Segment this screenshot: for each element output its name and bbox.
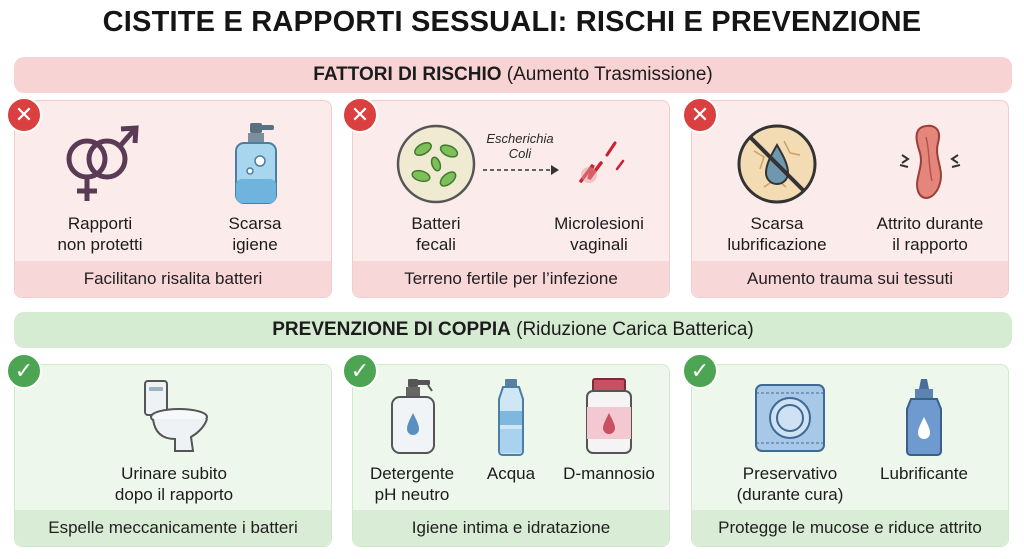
item-label-line1: Attrito durante bbox=[876, 214, 984, 233]
prevention-card-3 bbox=[691, 364, 1009, 547]
arrow-label-line2: Coli bbox=[508, 146, 532, 161]
item-label-line1: Preservativo bbox=[742, 464, 838, 483]
prevention-section-header bbox=[14, 312, 1012, 348]
risk-card-footer: Aumento trauma sui tessuti bbox=[692, 261, 1008, 297]
item-label-line1: Rapporti bbox=[67, 214, 133, 233]
item-label-line1: Scarsa bbox=[750, 214, 804, 233]
check-badge-icon: ✓ bbox=[342, 353, 378, 389]
item-label-line1: Scarsa bbox=[228, 214, 282, 233]
item-label-line2: dopo il rapporto bbox=[114, 485, 234, 504]
item-label-line1: Microlesioni bbox=[554, 214, 644, 233]
item-label-line2: vaginali bbox=[570, 235, 628, 254]
supplement-jar-icon bbox=[579, 377, 639, 457]
item-label-line2: igiene bbox=[232, 235, 278, 254]
item-label-line2: il rapporto bbox=[892, 235, 968, 254]
x-badge-icon: ✕ bbox=[682, 97, 718, 133]
check-badge-icon: ✓ bbox=[682, 353, 718, 389]
prevention-item-urinate bbox=[84, 377, 264, 505]
item-label-line1: Batteri bbox=[411, 214, 461, 233]
toilet-icon bbox=[135, 377, 213, 457]
risk-card-footer: Facilitano risalita batteri bbox=[15, 261, 331, 297]
microlesion-icon bbox=[559, 121, 639, 207]
item-label-line1: Acqua bbox=[486, 464, 536, 483]
soap-bottle-icon bbox=[220, 121, 290, 207]
risk-card-1 bbox=[14, 100, 332, 298]
condom-icon bbox=[750, 377, 830, 457]
risk-section-header bbox=[14, 57, 1012, 93]
bacteria-petri-icon bbox=[393, 121, 479, 207]
risk-header-bold: FATTORI DI RISCHIO bbox=[313, 64, 502, 85]
prevention-header-bold: PREVENZIONE DI COPPIA bbox=[272, 319, 511, 340]
item-label-line2: pH neutro bbox=[374, 485, 450, 504]
prevention-card-2 bbox=[352, 364, 670, 547]
prevention-card-footer: Espelle meccanicamente i batteri bbox=[15, 510, 331, 546]
item-label-line2: non protetti bbox=[57, 235, 143, 254]
prevention-item-lubricant bbox=[864, 377, 984, 484]
item-label-line1: Detergente bbox=[369, 464, 455, 483]
risk-item-unprotected bbox=[45, 121, 155, 255]
gender-symbols-icon bbox=[59, 121, 141, 207]
risk-item-microlesions bbox=[535, 121, 663, 255]
page-title: CISTITE E RAPPORTI SESSUALI: RISCHI E PREVENZIONE bbox=[102, 6, 922, 38]
cleanser-bottle-icon bbox=[382, 377, 442, 457]
risk-item-lubrication bbox=[712, 121, 842, 255]
prevention-item-d-mannose bbox=[553, 377, 665, 484]
water-bottle-icon bbox=[489, 377, 533, 457]
prevention-item-condom bbox=[720, 377, 860, 505]
risk-item-friction bbox=[860, 121, 1000, 255]
item-label-line1: D-mannosio bbox=[563, 464, 655, 483]
lubricant-icon bbox=[899, 377, 949, 457]
risk-card-footer: Terreno fertile per l’infezione bbox=[353, 261, 669, 297]
item-label-line2: (durante cura) bbox=[736, 485, 844, 504]
prevention-card-footer: Igiene intima e idratazione bbox=[353, 510, 669, 546]
no-drop-icon bbox=[734, 121, 820, 207]
prevention-item-water bbox=[471, 377, 551, 484]
x-badge-icon: ✕ bbox=[6, 97, 42, 133]
prevention-item-cleanser bbox=[359, 377, 465, 505]
item-label-line2: fecali bbox=[416, 235, 456, 254]
x-badge-icon: ✕ bbox=[342, 97, 378, 133]
arrow-label-line1: Escherichia bbox=[486, 131, 554, 146]
item-label-line1: Lubrificante bbox=[880, 464, 968, 483]
item-label-line1: Urinare subito bbox=[121, 464, 227, 483]
risk-card-3 bbox=[691, 100, 1009, 298]
risk-card-2 bbox=[352, 100, 670, 298]
prevention-card-footer: Protegge le mucose e riduce attrito bbox=[692, 510, 1008, 546]
check-badge-icon: ✓ bbox=[6, 353, 42, 389]
prevention-card-1 bbox=[14, 364, 332, 547]
risk-header-rest: (Aumento Trasmissione) bbox=[501, 64, 713, 85]
friction-icon bbox=[890, 121, 970, 207]
risk-item-hygiene bbox=[200, 121, 310, 255]
prevention-header-rest: (Riduzione Carica Batterica) bbox=[510, 319, 754, 340]
item-label-line2: lubrificazione bbox=[727, 235, 827, 254]
